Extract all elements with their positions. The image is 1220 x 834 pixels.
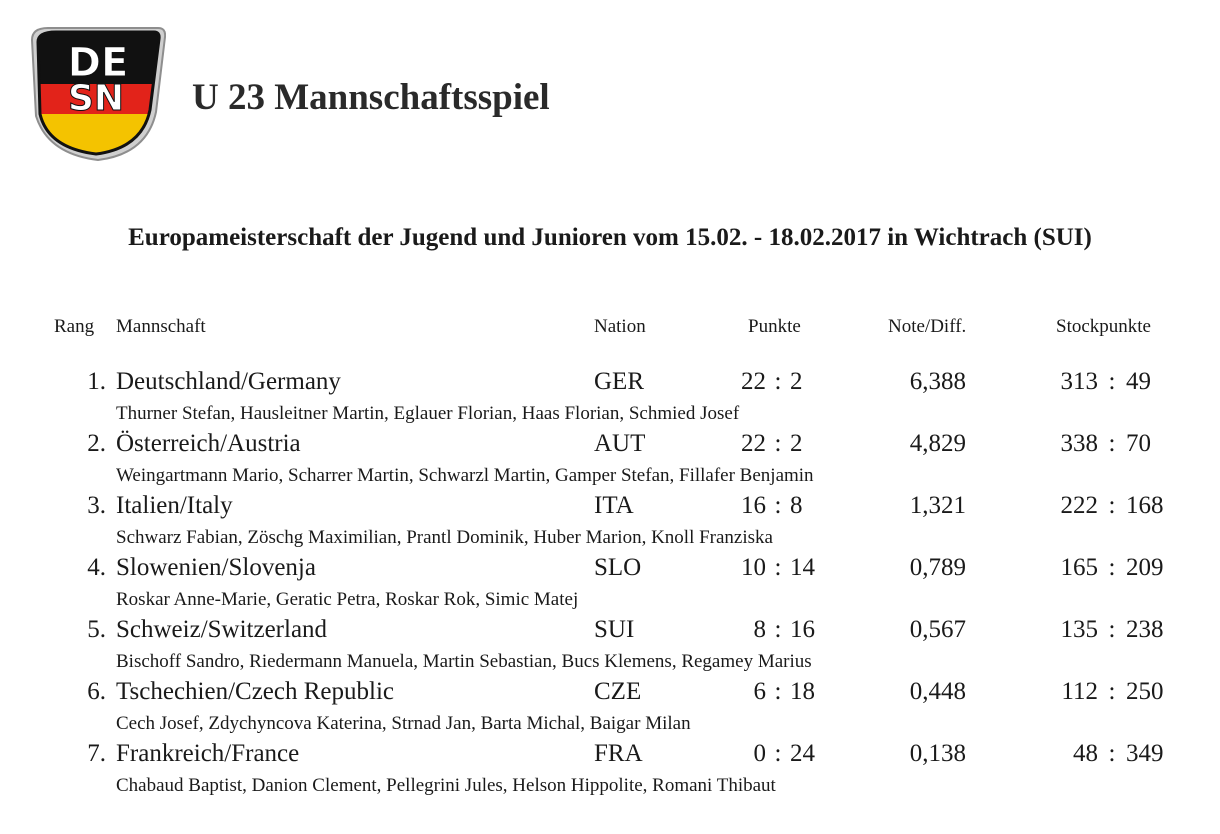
- desn-logo: [26, 22, 166, 162]
- logo-text-bottom: SN: [67, 78, 125, 119]
- team-members: Schwarz Fabian, Zöschg Maximilian, Prantl Dominik, Huber Marion, Knoll Franziska: [116, 527, 773, 548]
- punkte-lost: 2: [790, 430, 803, 457]
- stockpunkte-separator: :: [1108, 740, 1116, 767]
- punkte-lost: 24: [790, 740, 815, 767]
- punkte-separator: :: [774, 616, 782, 643]
- nation-code: FRA: [594, 740, 643, 767]
- team-members: Bischoff Sandro, Riedermann Manuela, Martin Sebastian, Bucs Klemens, Regamey Marius: [116, 651, 812, 672]
- rank: 4.: [87, 554, 106, 581]
- result-row-7: [0, 738, 1220, 800]
- page-title: U 23 Mannschaftsspiel: [192, 77, 550, 118]
- result-row-2: [0, 428, 1220, 490]
- result-row-3: [0, 490, 1220, 552]
- stockpunkte-for: 48: [1073, 740, 1098, 767]
- team-name: Schweiz/Switzerland: [116, 616, 328, 643]
- header-punkte: Punkte: [748, 316, 801, 337]
- stockpunkte-against: 168: [1126, 492, 1164, 519]
- punkte-won: 8: [753, 616, 766, 643]
- punkte-lost: 18: [790, 678, 815, 705]
- stockpunkte-against: 209: [1126, 554, 1164, 581]
- rank: 7.: [87, 740, 106, 767]
- header-stockpunkte: Stockpunkte: [1056, 316, 1151, 337]
- team-members: Chabaud Baptist, Danion Clement, Pellegrini Jules, Helson Hippolite, Romani Thibaut: [116, 775, 776, 796]
- result-row-4: [0, 552, 1220, 614]
- stockpunkte-against: 250: [1126, 678, 1164, 705]
- note-diff: 0,138: [909, 740, 966, 767]
- stockpunkte-for: 222: [1060, 492, 1098, 519]
- note-diff: 4,829: [909, 430, 966, 457]
- note-diff: 0,567: [909, 616, 966, 643]
- rank: 1.: [87, 368, 106, 395]
- logo-text-top: DE: [67, 40, 129, 86]
- stockpunkte-against: 238: [1126, 616, 1164, 643]
- stockpunkte-separator: :: [1108, 430, 1116, 457]
- punkte-separator: :: [774, 492, 782, 519]
- stockpunkte-separator: :: [1108, 368, 1116, 395]
- punkte-lost: 16: [790, 616, 815, 643]
- header-rank: Rang: [54, 316, 95, 337]
- punkte-separator: :: [774, 678, 782, 705]
- stockpunkte-separator: :: [1108, 554, 1116, 581]
- punkte-won: 22: [741, 430, 766, 457]
- punkte-lost: 14: [790, 554, 815, 581]
- team-members: Roskar Anne-Marie, Geratic Petra, Roskar Rok, Simic Matej: [116, 589, 579, 610]
- nation-code: SUI: [594, 616, 635, 643]
- results-table: [0, 366, 1220, 800]
- header-team: Mannschaft: [116, 316, 206, 337]
- note-diff: 1,321: [909, 492, 966, 519]
- punkte-lost: 8: [790, 492, 803, 519]
- stockpunkte-separator: :: [1108, 678, 1116, 705]
- punkte-won: 0: [753, 740, 766, 767]
- rank: 5.: [87, 616, 106, 643]
- stockpunkte-for: 112: [1061, 678, 1098, 705]
- nation-code: AUT: [594, 430, 646, 457]
- stockpunkte-for: 165: [1060, 554, 1098, 581]
- nation-code: GER: [594, 368, 644, 395]
- punkte-won: 16: [741, 492, 766, 519]
- stockpunkte-against: 349: [1126, 740, 1164, 767]
- punkte-lost: 2: [790, 368, 803, 395]
- punkte-separator: :: [774, 554, 782, 581]
- punkte-won: 22: [741, 368, 766, 395]
- result-row-1: [0, 366, 1220, 428]
- punkte-separator: :: [774, 368, 782, 395]
- nation-code: ITA: [594, 492, 634, 519]
- stockpunkte-against: 49: [1126, 368, 1151, 395]
- note-diff: 6,388: [909, 368, 966, 395]
- team-members: Weingartmann Mario, Scharrer Martin, Schwarzl Martin, Gamper Stefan, Fillafer Benjamin: [116, 465, 814, 486]
- team-members: Cech Josef, Zdychyncova Katerina, Strnad Jan, Barta Michal, Baigar Milan: [116, 713, 691, 734]
- nation-code: CZE: [594, 678, 642, 705]
- team-name: Deutschland/Germany: [116, 368, 341, 395]
- punkte-won: 10: [741, 554, 766, 581]
- stockpunkte-for: 338: [1060, 430, 1098, 457]
- team-name: Slowenien/Slovenja: [116, 554, 316, 581]
- header-note: Note/Diff.: [888, 316, 967, 337]
- team-name: Tschechien/Czech Republic: [116, 678, 395, 705]
- stockpunkte-separator: :: [1108, 616, 1116, 643]
- stockpunkte-for: 313: [1060, 368, 1098, 395]
- event-subtitle: Europameisterschaft der Jugend und Junioren vom 15.02. - 18.02.2017 in Wichtrach (SUI): [128, 224, 1092, 251]
- result-row-5: [0, 614, 1220, 676]
- team-name: Frankreich/France: [116, 740, 300, 767]
- punkte-won: 6: [753, 678, 766, 705]
- nation-code: SLO: [594, 554, 642, 581]
- rank: 6.: [87, 678, 106, 705]
- stockpunkte-against: 70: [1126, 430, 1151, 457]
- punkte-separator: :: [774, 430, 782, 457]
- result-row-6: [0, 676, 1220, 738]
- rank: 3.: [87, 492, 106, 519]
- header-nation: Nation: [594, 316, 646, 337]
- team-name: Italien/Italy: [116, 492, 233, 519]
- team-members: Thurner Stefan, Hausleitner Martin, Eglauer Florian, Haas Florian, Schmied Josef: [116, 403, 740, 424]
- note-diff: 0,448: [909, 678, 966, 705]
- stockpunkte-for: 135: [1060, 616, 1098, 643]
- team-name: Österreich/Austria: [116, 430, 301, 457]
- note-diff: 0,789: [909, 554, 966, 581]
- stockpunkte-separator: :: [1108, 492, 1116, 519]
- punkte-separator: :: [774, 740, 782, 767]
- rank: 2.: [87, 430, 106, 457]
